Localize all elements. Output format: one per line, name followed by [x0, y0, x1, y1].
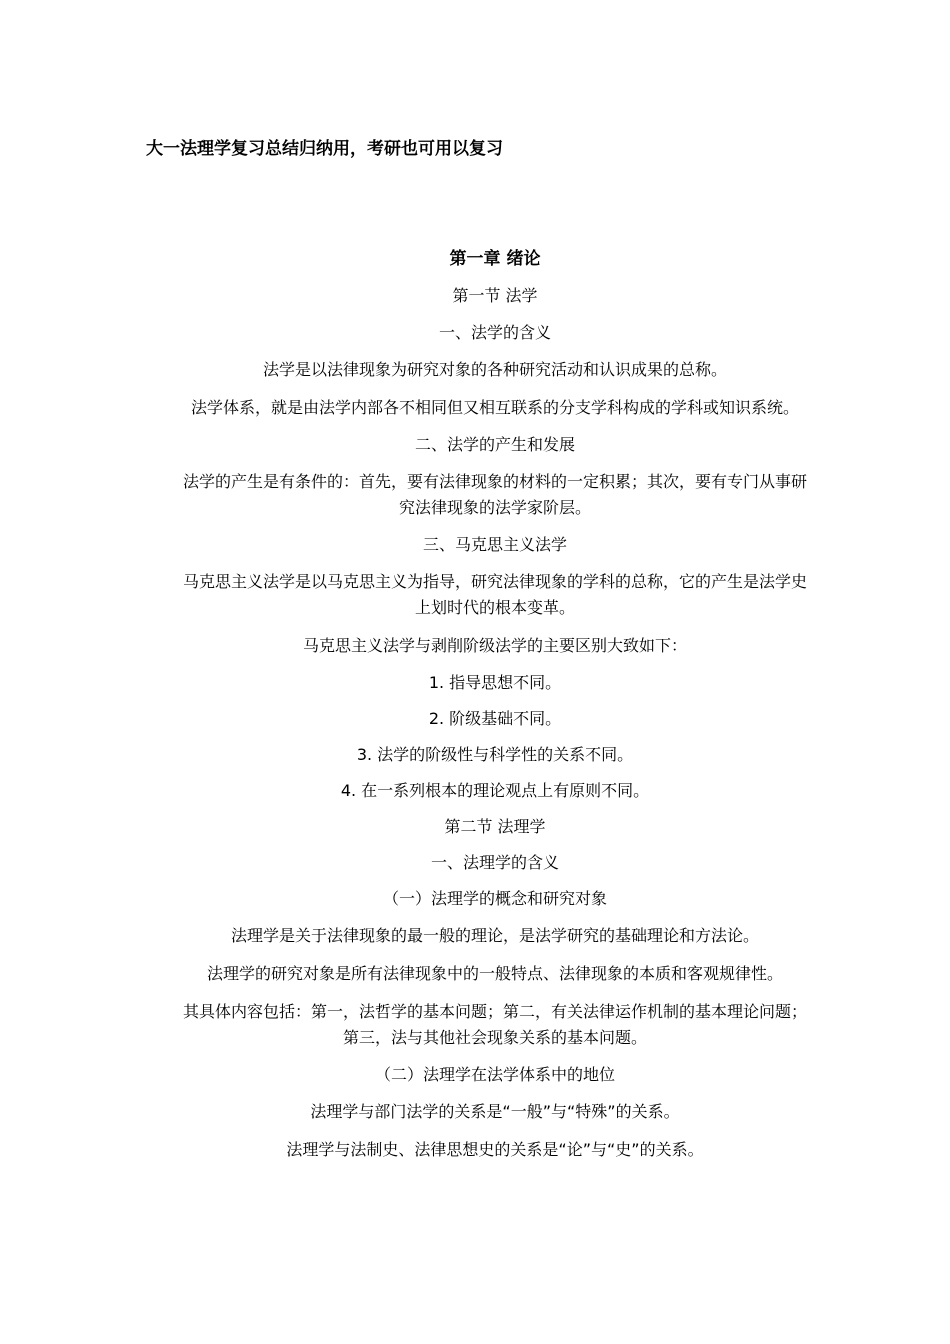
- paragraph-2-1-1-1: 法理学是关于法律现象的最一般的理论，是法学研究的基础理论和方法论。: [230, 926, 759, 945]
- paragraph-2-1-2-2: 法理学与法制史、法律思想史的关系是“论”与“史”的关系。: [286, 1140, 704, 1159]
- paragraph-1-3-1: 马克思主义法学是以马克思主义为指导，研究法律现象的学科的总称，它的产生是法学史上划时代的根本变革。: [182, 572, 807, 617]
- part-heading-2-1-2: （二）法理学在法学体系中的地位: [374, 1065, 615, 1084]
- subsection-heading-2-1: 一、法理学的含义: [430, 853, 559, 872]
- document-title: 大一法理学复习总结归纳用，考研也可用以复习: [146, 139, 503, 159]
- paragraph-1-3-2: 马克思主义法学与剥削阶级法学的主要区别大致如下：: [302, 636, 687, 655]
- paragraph-2-1-1-3: 其具体内容包括：第一，法哲学的基本问题；第二，有关法律运作机制的基本理论问题；第三，法与其他社会现象关系的基本问题。: [182, 1002, 807, 1047]
- paragraph-1-1-2: 法学体系，就是由法学内部各不相同但又相互联系的分支学科构成的学科或知识系统。: [190, 398, 799, 417]
- paragraph-1-1-1: 法学是以法律现象为研究对象的各种研究活动和认识成果的总称。: [262, 360, 727, 379]
- paragraph-1-2-1: 法学的产生是有条件的：首先，要有法律现象的材料的一定积累；其次，要有专门从事研究法律现象的法学家阶层。: [182, 472, 807, 517]
- subsection-heading-1-2: 二、法学的产生和发展: [414, 435, 575, 454]
- paragraph-2-1-2-1: 法理学与部门法学的关系是“一般”与“特殊”的关系。: [310, 1102, 680, 1121]
- list-item: 3. 法学的阶级性与科学性的关系不同。: [356, 745, 634, 764]
- list-item: 1. 指导思想不同。: [428, 673, 562, 692]
- subsection-heading-1-3: 三、马克思主义法学: [422, 535, 567, 554]
- document-body: [180, 247, 810, 1163]
- section-heading-2: 第二节 法理学: [444, 817, 546, 836]
- chapter-heading: 第一章 绪论: [449, 249, 541, 269]
- paragraph-2-1-1-2: 法理学的研究对象是所有法律现象中的一般特点、法律现象的本质和客观规律性。: [206, 964, 783, 983]
- list-item: 4. 在一系列根本的理论观点上有原则不同。: [340, 781, 650, 800]
- section-heading-1: 第一节 法学: [452, 286, 538, 305]
- subsection-heading-1-1: 一、法学的含义: [438, 323, 551, 342]
- part-heading-2-1-1: （一）法理学的概念和研究对象: [382, 889, 607, 908]
- list-item: 2. 阶级基础不同。: [428, 709, 562, 728]
